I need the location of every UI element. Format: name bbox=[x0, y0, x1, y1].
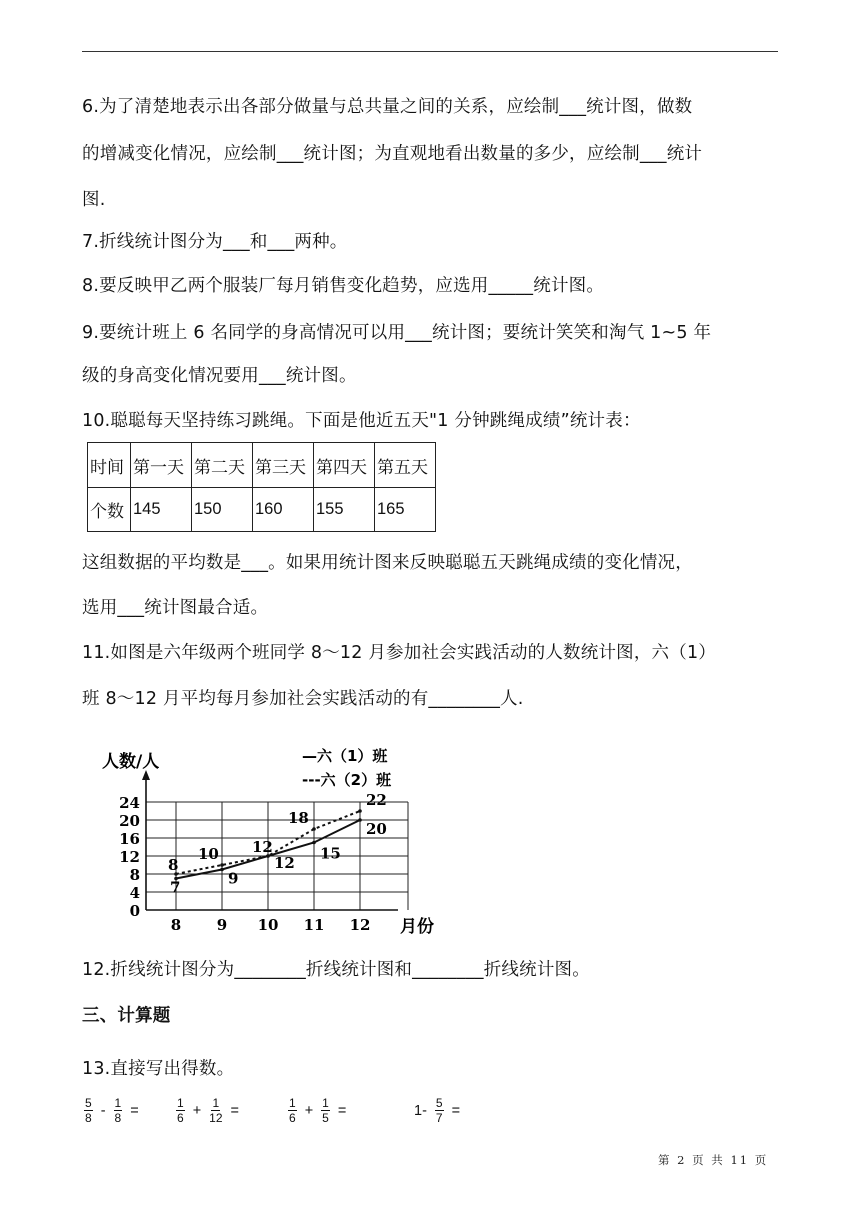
table-cell: 155 bbox=[314, 488, 375, 532]
table-cell: 165 bbox=[375, 488, 436, 532]
x-tick-label: 9 bbox=[216, 916, 228, 934]
q11-line1: 11.如图是六年级两个班同学 8～12 月参加社会实践活动的人数统计图，六（1） bbox=[82, 643, 716, 663]
q10-line3: 选用___统计图最合适。 bbox=[82, 598, 269, 618]
header-rule bbox=[82, 51, 778, 52]
operator: - bbox=[100, 1102, 106, 1119]
data-point bbox=[220, 868, 224, 872]
equals: = bbox=[451, 1102, 461, 1119]
table-header-cell: 第一天 bbox=[131, 443, 192, 488]
lead-term: 1- bbox=[414, 1102, 427, 1119]
q11-line2: 班 8～12 月平均每月参加社会实践活动的有________人. bbox=[82, 689, 524, 709]
data-label: 18 bbox=[288, 809, 309, 827]
table-header-cell: 第五天 bbox=[375, 443, 436, 488]
fraction: $\frac{1}{6}$ bbox=[289, 1096, 296, 1125]
fraction: $\frac{5}{7}$ bbox=[435, 1096, 443, 1125]
y-tick-label: 16 bbox=[119, 830, 140, 848]
legend-entry-dashed: ---六（2）班 bbox=[302, 771, 392, 789]
table-cell: 150 bbox=[192, 488, 253, 532]
fraction: $\frac{1}{12}$ bbox=[209, 1096, 223, 1125]
y-tick-label: 8 bbox=[129, 866, 140, 884]
math-item bbox=[414, 1096, 460, 1125]
table-header-cell: 时间 bbox=[88, 443, 131, 488]
q6-line3: 图. bbox=[82, 190, 106, 210]
data-point bbox=[358, 809, 362, 813]
fraction: $\frac{1}{6}$ bbox=[177, 1096, 184, 1125]
q10: 10.聪聪每天坚持练习跳绳。下面是他近五天"1 分钟跳绳成绩”统计表： bbox=[82, 411, 641, 431]
q9-line1: 9.要统计班上 6 名同学的身高情况可以用___统计图；要统计笑笑和淘气 1~5 年 bbox=[82, 323, 712, 343]
x-tick-label: 12 bbox=[349, 916, 371, 934]
x-axis-label: 月份 bbox=[400, 917, 434, 937]
y-tick-label: 24 bbox=[119, 794, 140, 812]
jump-rope-table bbox=[87, 442, 436, 532]
q10-line2: 这组数据的平均数是___。如果用统计图来反映聪聪五天跳绳成绩的变化情况， bbox=[82, 553, 693, 573]
data-point bbox=[220, 863, 224, 867]
x-tick-label: 10 bbox=[257, 916, 279, 934]
table-cell: 个数 bbox=[88, 488, 131, 532]
q6-line1: 6.为了清楚地表示出各部分做量与总共量之间的关系，应绘制___统计图，做数 bbox=[82, 97, 693, 117]
math-item bbox=[286, 1096, 346, 1125]
data-label: 8 bbox=[168, 856, 179, 874]
equals: = bbox=[230, 1102, 239, 1119]
data-label: 7 bbox=[170, 878, 181, 897]
data-label: 9 bbox=[228, 869, 239, 888]
table-header-cell: 第四天 bbox=[314, 443, 375, 488]
math-item bbox=[174, 1096, 239, 1125]
data-label: 15 bbox=[320, 844, 341, 863]
q8: 8.要反映甲乙两个服装厂每月销售变化趋势，应选用_____统计图。 bbox=[82, 276, 605, 296]
q9-line2: 级的身高变化情况要用___统计图。 bbox=[82, 366, 357, 386]
y-tick-label: 20 bbox=[119, 812, 140, 830]
y-tick-label: 12 bbox=[119, 848, 140, 866]
q6-line2: 的增减变化情况，应绘制___统计图；为直观地看出数量的多少，应绘制___统计 bbox=[82, 144, 703, 164]
operator: + bbox=[304, 1102, 314, 1119]
q7: 7.折线统计图分为___和___两种。 bbox=[82, 232, 348, 252]
data-point bbox=[358, 818, 362, 822]
data-point bbox=[312, 841, 316, 845]
data-label: 22 bbox=[366, 791, 387, 809]
data-label: 10 bbox=[198, 845, 219, 863]
y-tick-label: 0 bbox=[129, 902, 140, 920]
q12: 12.折线统计图分为________折线统计图和________折线统计图。 bbox=[82, 960, 590, 980]
fraction: $\frac{1}{8}$ bbox=[114, 1096, 122, 1125]
data-label: 20 bbox=[366, 820, 387, 838]
x-tick-label: 11 bbox=[303, 916, 325, 934]
y-tick-label: 4 bbox=[129, 884, 140, 902]
table-row bbox=[88, 443, 436, 488]
y-axis-label: 人数/人 bbox=[102, 752, 160, 772]
table-header-cell: 第三天 bbox=[253, 443, 314, 488]
table-row bbox=[88, 488, 436, 532]
table-cell: 145 bbox=[131, 488, 192, 532]
q13: 13.直接写出得数。 bbox=[82, 1059, 235, 1079]
data-label: 12 bbox=[274, 854, 295, 872]
page-footer: 第 2 页 共 11 页 bbox=[658, 1153, 769, 1167]
section-title-calc: 三、计算题 bbox=[82, 1006, 171, 1026]
x-tick-label: 8 bbox=[170, 916, 182, 934]
math-item bbox=[82, 1096, 139, 1125]
data-point bbox=[312, 827, 316, 831]
table-cell: 160 bbox=[253, 488, 314, 532]
equals: = bbox=[130, 1102, 139, 1119]
fraction: $\frac{5}{8}$ bbox=[85, 1096, 92, 1125]
legend-entry-solid: —六（1）班 bbox=[302, 747, 388, 765]
line-chart bbox=[98, 740, 448, 940]
operator: + bbox=[192, 1102, 202, 1119]
equals: = bbox=[337, 1102, 347, 1119]
data-label: 12 bbox=[252, 838, 273, 856]
fraction: $\frac{1}{5}$ bbox=[322, 1096, 329, 1125]
table-header-cell: 第二天 bbox=[192, 443, 253, 488]
